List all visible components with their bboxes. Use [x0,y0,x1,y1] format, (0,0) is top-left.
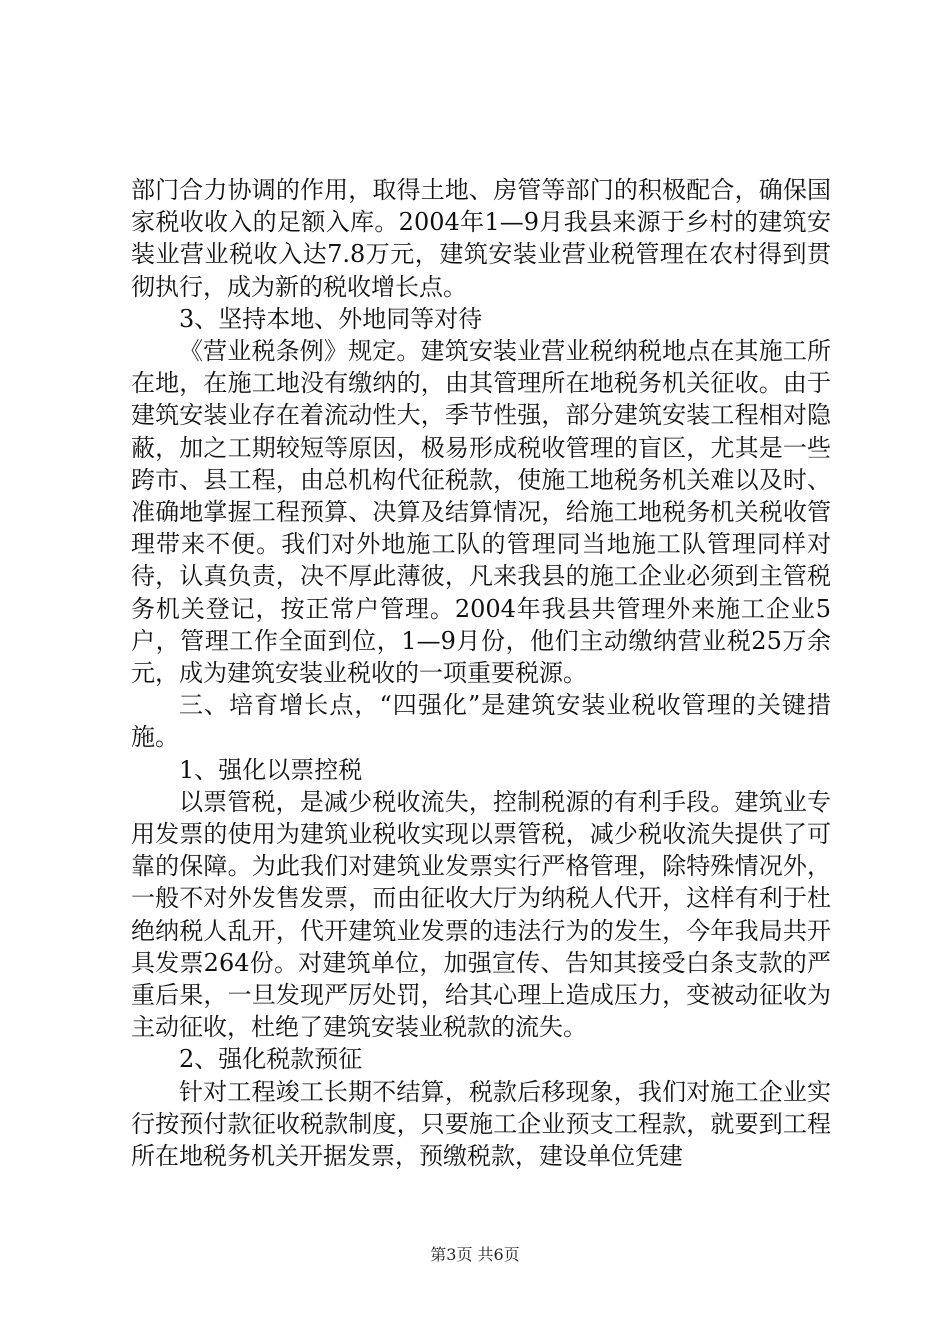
heading-section-three: 三、培育增长点，“四强化”是建筑安装业税收管理的关键措施。 [131,691,831,752]
paragraph-1: 部门合力协调的作用，取得土地、房管等部门的积极配合，确保国家税收收入的足额入库。2004年1—9月我县来源于乡村的建筑安装业营业税收入达7.8万元，建筑安装业营业税管理在农村得到贯彻执行，成为新的税收增长点。 [131,176,831,301]
paragraph-business-tax-regulation: 《营业税条例》规定。建筑安装业营业税纳税地点在其施工所在地，在施工地没有缴纳的，由其管理所在地税务机关征收。由于建筑安装业存在着流动性大，季节性强，部分建筑安装工程相对隐蔽，加之工期较短等原因，极易形成税收管理的盲区，尤其是一些跨市、县工程，由总机构代征税款，使施工地税务机关难以及时、准确地掌握工程预算、决算及结算情况，给施工地税务机关税收管理带来不便。我们对外地施工队的管理同当地施工队管理同样对待，认真负责，决不厚此薄彼，凡来我县的施工企业必须到主管税务机关登记，按正常户管理。2004年我县共管理外来施工企业5户，管理工作全面到位，1—9月份，他们主动缴纳营业税25万余元，成为建筑安装业税收的一项重要税源。 [131,337,831,688]
heading-1-invoice-control: 1、强化以票控税 [179,755,363,784]
paragraph-tax-prepayment: 针对工程竣工长期不结算，税款后移现象，我们对施工企业实行按预付款征收税款制度，只要施工企业预支工程款，就要到工程所在地税务机关开据发票，预缴税款，建设单位凭建 [131,1077,831,1171]
page-footer: 第3页 共6页 [430,1245,520,1264]
heading-2-tax-prepayment: 2、强化税款预征 [179,1045,363,1074]
paragraph-invoice-control: 以票管税，是减少税收流失，控制税源的有利手段。建筑业专用发票的使用为建筑业税收实现以票管税，减少税收流失提供了可靠的保障。为此我们对建筑业发票实行严格管理，除特殊情况外，一般不对外发售发票，而由征收大厅为纳税人代开，这样有利于杜绝纳税人乱开，代开建筑业发票的违法行为的发生，今年我局共开具发票264份。对建筑单位，加强宣传、告知其接受白条支款的严重后果，一旦发现严厉处罚，给其心理上造成压力，变被动征收为主动征收，杜绝了建筑安装业税款的流失。 [131,787,831,1042]
heading-3-equal-treatment: 3、坚持本地、外地同等对待 [179,304,483,333]
document-body [131,174,831,1172]
